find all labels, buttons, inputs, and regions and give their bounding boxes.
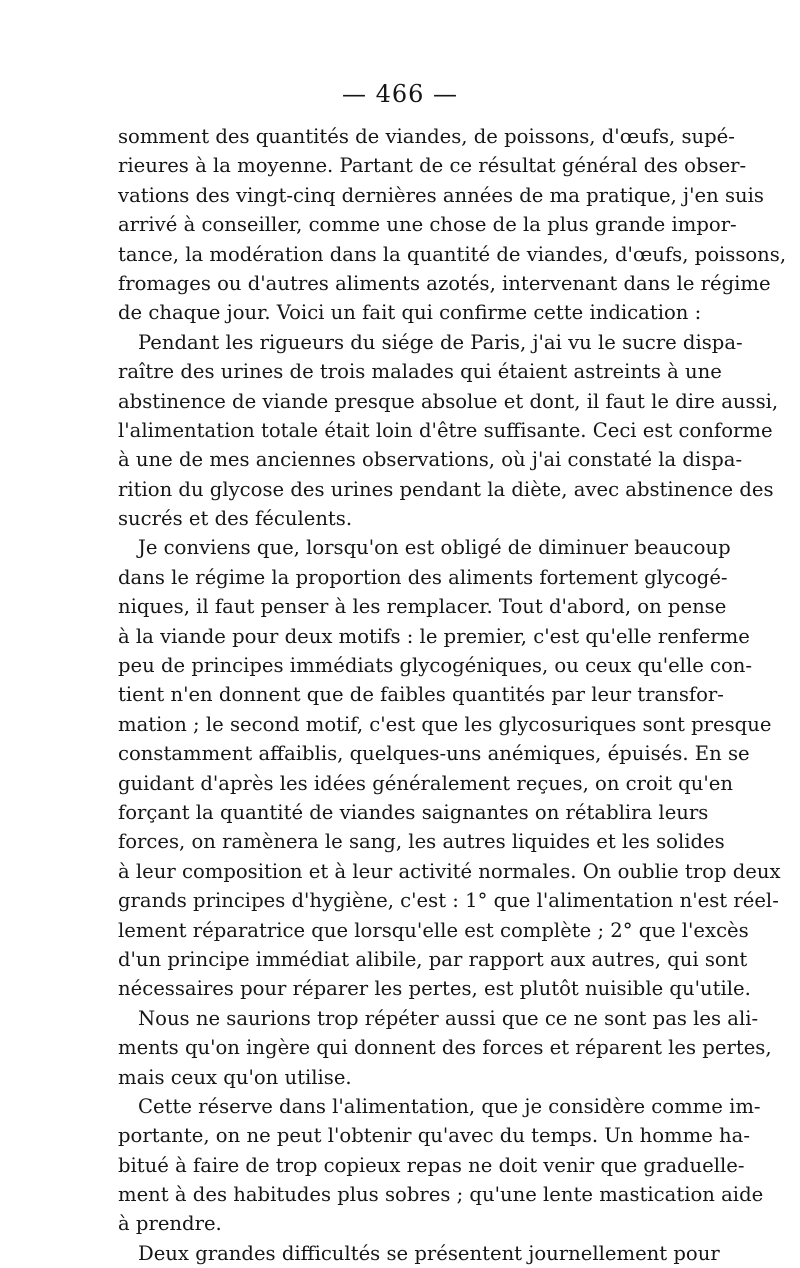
text-line: fromages ou d'autres aliments azotés, intervenant dans le régime	[118, 271, 771, 295]
text-line: à la viande pour deux motifs : le premier, c'est qu'elle renferme	[118, 624, 750, 648]
text-line: niques, il faut penser à les remplacer. Tout d'abord, on pense	[118, 595, 727, 619]
text-line: grands principes d'hygiène, c'est : 1° que l'alimentation n'est réel-	[118, 889, 779, 913]
text-line: tance, la modération dans la quantité de viandes, d'œufs, poissons,	[118, 242, 787, 266]
text-line: dans le régime la proportion des aliments fortement glycogé-	[118, 565, 728, 589]
text-line: arrivé à conseiller, comme une chose de la plus grande impor-	[118, 213, 737, 237]
text-line: peu de principes immédiats glycogéniques, ou ceux qu'elle con-	[118, 654, 753, 678]
text-line: à une de mes anciennes observations, où j'ai constaté la dispa-	[118, 448, 743, 472]
text-line: d'un principe immédiat alibile, par rapport aux autres, qui sont	[118, 947, 748, 971]
text-line: Cette réserve dans l'alimentation, que je considère comme im-	[138, 1094, 761, 1118]
text-line: Pendant les rigueurs du siége de Paris, j'ai vu le sucre dispa-	[138, 330, 743, 354]
text-line: à prendre.	[118, 1212, 222, 1236]
text-line: mation ; le second motif, c'est que les glycosuriques sont presque	[118, 712, 772, 736]
text-line: Nous ne saurions trop répéter aussi que ce ne sont pas les ali-	[138, 1006, 759, 1030]
text-line: Je conviens que, lorsqu'on est obligé de diminuer beaucoup	[138, 536, 731, 560]
text-line: rition du glycose des urines pendant la diète, avec abstinence des	[118, 477, 774, 501]
page-number: — 466 —	[341, 80, 459, 108]
text-line: vations des vingt-cinq dernières années de ma pratique, j'en suis	[118, 183, 764, 207]
text-line: ments qu'on ingère qui donnent des forces et réparent les pertes,	[118, 1036, 772, 1060]
text-line: ment à des habitudes plus sobres ; qu'une lente mastication aide	[118, 1183, 764, 1207]
text-line: portante, on ne peut l'obtenir qu'avec du temps. Un homme ha-	[118, 1124, 750, 1148]
text-line: forces, on ramènera le sang, les autres liquides et les solides	[118, 830, 725, 854]
text-line: nécessaires pour réparer les pertes, est plutôt nuisible qu'utile.	[118, 977, 751, 1001]
body-text	[118, 122, 787, 1268]
text-line: constamment affaiblis, quelques-uns anémiques, épuisés. En se	[118, 742, 750, 766]
text-line: somment des quantités de viandes, de poissons, d'œufs, supé-	[118, 125, 735, 148]
text-line: lement réparatrice que lorsqu'elle est complète ; 2° que l'excès	[118, 918, 749, 942]
text-line: à leur composition et à leur activité normales. On oublie trop deux	[118, 859, 781, 883]
text-line: sucrés et des féculents.	[118, 507, 353, 531]
text-line: Deux grandes difficultés se présentent journellement pour	[138, 1241, 720, 1265]
text-line: guidant d'après les idées généralement reçues, on croit qu'en	[118, 771, 733, 795]
text-line: tient n'en donnent que de faibles quantités par leur transfor-	[118, 683, 724, 707]
text-line: forçant la quantité de viandes saignantes on rétablira leurs	[118, 800, 709, 824]
text-line: mais ceux qu'on utilise.	[118, 1065, 352, 1089]
text-line: bitué à faire de trop copieux repas ne doit venir que graduelle-	[118, 1153, 745, 1177]
text-line: abstinence de viande presque absolue et dont, il faut le dire aussi,	[118, 389, 779, 413]
text-line: de chaque jour. Voici un fait qui confirme cette indication :	[118, 301, 702, 325]
text-line: l'alimentation totale était loin d'être suffisante. Ceci est conforme	[118, 418, 773, 442]
text-line: rieures à la moyenne. Partant de ce résultat général des obser-	[118, 154, 747, 178]
text-line: raître des urines de trois malades qui étaient astreints à une	[118, 360, 722, 384]
